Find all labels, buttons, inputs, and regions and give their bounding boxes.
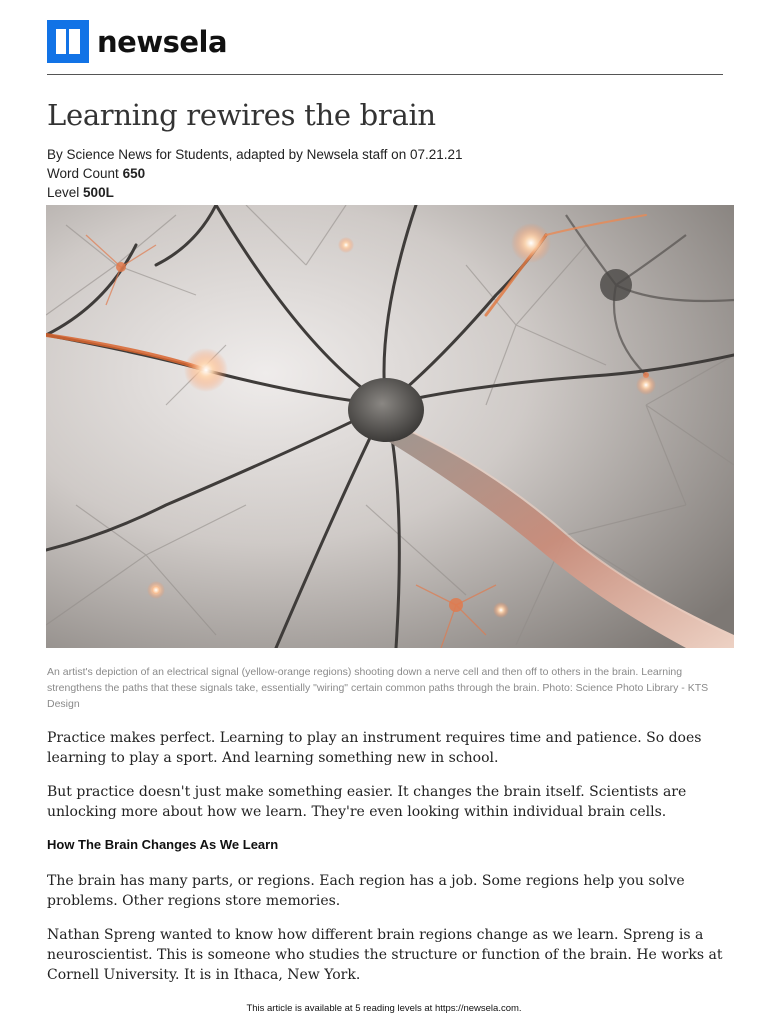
level-value: 500L [83, 185, 114, 200]
article-photo [46, 205, 734, 648]
newsela-logo-icon [47, 20, 89, 63]
neuron-illustration [46, 205, 734, 648]
brand-name: newsela [97, 24, 228, 59]
paragraph-4: Nathan Spreng wanted to know how different brain regions change as we learn. Spreng is a neuroscientist. This is someone who studies the structure or function of the brain. He works at Cornell University. It is in Ithaca, New York. [47, 927, 723, 983]
footer-note: This article is available at 5 reading levels at https://newsela.com. [246, 1003, 522, 1014]
paragraph-1: Practice makes perfect. Learning to play an instrument requires time and patience. So does learning to play a sport. And learning something new in school. [47, 730, 702, 766]
header-divider [47, 74, 723, 75]
level-label: Level [47, 185, 80, 200]
word-count-label: Word Count [47, 166, 119, 181]
word-count [47, 165, 145, 183]
paragraph-2: But practice doesn't just make something easier. It changes the brain itself. Scientists are unlocking more about how we learn. They're even looking within individual brain cells. [47, 784, 687, 820]
newsela-logo[interactable] [47, 20, 227, 63]
reading-level [47, 184, 114, 202]
word-count-value: 650 [122, 166, 146, 181]
paragraph-3: The brain has many parts, or regions. Each region has a job. Some regions help you solve problems. Other regions store memories. [47, 873, 685, 909]
article-title: Learning rewires the brain [47, 98, 436, 132]
section-heading: How The Brain Changes As We Learn [47, 837, 279, 852]
byline: By Science News for Students, adapted by Newsela staff on 07.21.21 [47, 147, 463, 162]
photo-caption: An artist's depiction of an electrical signal (yellow-orange regions) shooting down a nerve cell and then off to others in the brain. Learning strengthens the paths that these signals take, essentially "wiring" certain common paths through the brain. Photo: Science Photo Library - KTS Design [47, 666, 709, 710]
